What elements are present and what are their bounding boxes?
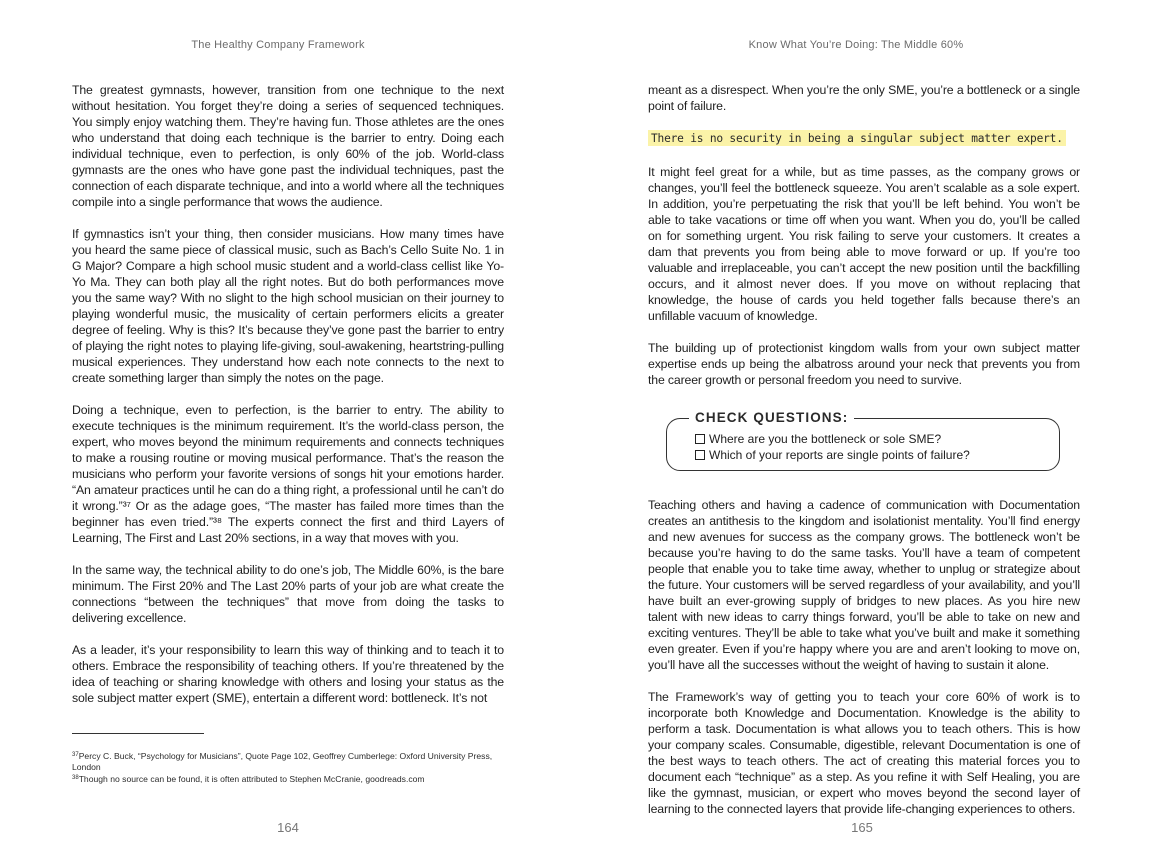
footnote (72, 773, 504, 785)
check-questions-title: CHECK QUESTIONS: (689, 410, 854, 425)
paragraph: In the same way, the technical ability to do one’s job, The Middle 60%, is the bare minimum. The First 20% and The Last 20% parts of your job are what create the connections “between the techniques” that move from doing the tasks to delivering excellence. (72, 563, 504, 625)
paragraph: Teaching others and having a cadence of communication with Documentation creates an antithesis to the kingdom and isolationist mentality. You’ll find energy and new avenues for success as the company grows. The bottleneck won’t be because you’re having to do the same tasks. You’ll have a team of competent people that enable you to take time away, whether to unplug or strategize about the future. Your customers will be served regardless of your availability, and you’ll have built an ever-growing supply of bridges to new places. As you hire new talent with new ideas to carry things forward, you’ll be able to take on new and exciting ventures. They’ll be able to take what you’ve built and make it something even greater. Even if you’re happy where you are and aren’t looking to move on, you’ll have all the successes without the weight of having to sustain it alone. (648, 498, 1080, 672)
paragraph: If gymnastics isn’t your thing, then consider musicians. How many times have you heard the same piece of classical music, such as Bach’s Cello Suite No. 1 in G Major? Compare a high school music student and a world-class cellist like Yo-Yo Ma. They can both play all the right notes. But do both performances move you the same way? With no slight to the high school musician on their journey to playing wonderful music, the musicality of certain performers elicits a greater degree of feeling. Why is this? It’s because they’ve gone past the barrier to entry of playing the right notes to playing life-giving, soul-awakening, heartstring-pulling musical experiences. They understand how each note connects to the next to create something larger than simply the notes on the page. (72, 227, 504, 385)
page-number: 164 (277, 820, 299, 835)
footnote-text: Though no source can be found, it is often attributed to Stephen McCranie, goodreads.com (78, 774, 425, 784)
check-question-text: Which of your reports are single points of failure? (709, 448, 970, 462)
check-question-item (697, 447, 1059, 463)
footnotes (72, 750, 504, 785)
right-page (576, 0, 1152, 864)
paragraph: The building up of protectionist kingdom walls from your own subject matter expertise ends up being the albatross around your neck that prevents you from the career growth or personal freedom you need to survive. (648, 341, 1080, 387)
checkbox-icon (695, 450, 705, 460)
paragraph: The Framework’s way of getting you to teach your core 60% of work is to incorporate both Knowledge and Documentation. Knowledge is the ability to perform a task. Documentation is what allows you to teach others. This is how your company scales. Consumable, digestible, relevant Documentation is one of the best ways to teach others. The act of creating this material forces you to document each “technique” as a step. As you refine it with Self Healing, you are like the gymnast, musician, or expert who moves beyond the second layer of learning to the connected layers that provide life-changing experiences to others. (648, 690, 1080, 816)
paragraph: The greatest gymnasts, however, transition from one technique to the next without hesitation. You forget they’re doing a series of sequenced techniques. You simply enjoy watching them. They’re having fun. Those athletes are the ones who understand that doing each technique is the barrier to entry. Doing each individual technique, even to perfection, is only 60% of the job. World-class gymnasts are the ones who have gone past the individual techniques, past the connection of each disparate technique, and into a world where all the techniques compile into a single performance that wows the audience. (72, 83, 504, 209)
body-text (648, 82, 1080, 833)
footnote-number: 37 (72, 752, 79, 758)
running-head: Know What You’re Doing: The Middle 60% (748, 39, 964, 51)
highlight-quote-line (648, 130, 1080, 147)
paragraph: Doing a technique, even to perfection, is the barrier to entry. The ability to execute techniques is the minimum requirement. It’s the world-class person, the expert, who moves beyond the minimum requirements and connects techniques to make a rousing routine or moving musical performance. That’s the reason the musicians who perform your favorite versions of songs hit your emotions harder. “An amateur practices until he can do a thing right, a professional until he can’t do it wrong.”³⁷ Or as the adage goes, “The master has failed more times than the beginner has even tried.”³⁸ The experts connect the first and third Layers of Learning, The First and Last 20% sections, in a way that moves with you. (72, 403, 504, 545)
footnote-text: Percy C. Buck, “Psychology for Musicians”, Quote Page 102, Geoffrey Cumberlege: Oxford University Press, London (72, 751, 493, 772)
running-head: The Healthy Company Framework (191, 39, 365, 51)
paragraph: It might feel great for a while, but as time passes, as the company grows or changes, you’ll feel the bottleneck squeeze. You aren’t scalable as a sole expert. In addition, you’re perpetuating the risk that you’ll be left behind. You won’t be able to take vacations or time off when you want. When you do, you’ll be called on for something urgent. You risk failing to serve your customers. It creates a dam that prevents you from being able to move forward or up. If you’re too valuable and irreplaceable, you can’t accept the new position until the backfilling occurs, and it almost never does. If you move on without replacing that knowledge, the house of cards you held together falls because there’s an unfillable vacuum of knowledge. (648, 165, 1080, 323)
paragraph: meant as a disrespect. When you’re the only SME, you’re a bottleneck or a single point of failure. (648, 83, 1080, 113)
footnote-divider (72, 733, 204, 734)
highlighted-quote: There is no security in being a singular subject matter expert. (648, 130, 1066, 146)
body-text (72, 82, 504, 722)
footnote-number: 38 (72, 775, 79, 781)
page-number: 165 (851, 820, 873, 835)
check-question-item (697, 431, 1059, 447)
paragraph: As a leader, it’s your responsibility to learn this way of thinking and to teach it to others. Embrace the responsibility of teaching others. If you’re threatened by the idea of teaching or sharing knowledge with others and losing your status as the sole subject matter expert (SME), entertain a different word: bottleneck. It’s not (72, 643, 504, 705)
check-question-text: Where are you the bottleneck or sole SME? (709, 432, 942, 446)
check-questions-box (666, 410, 1060, 471)
checkbox-icon (695, 434, 705, 444)
footnote (72, 750, 504, 773)
